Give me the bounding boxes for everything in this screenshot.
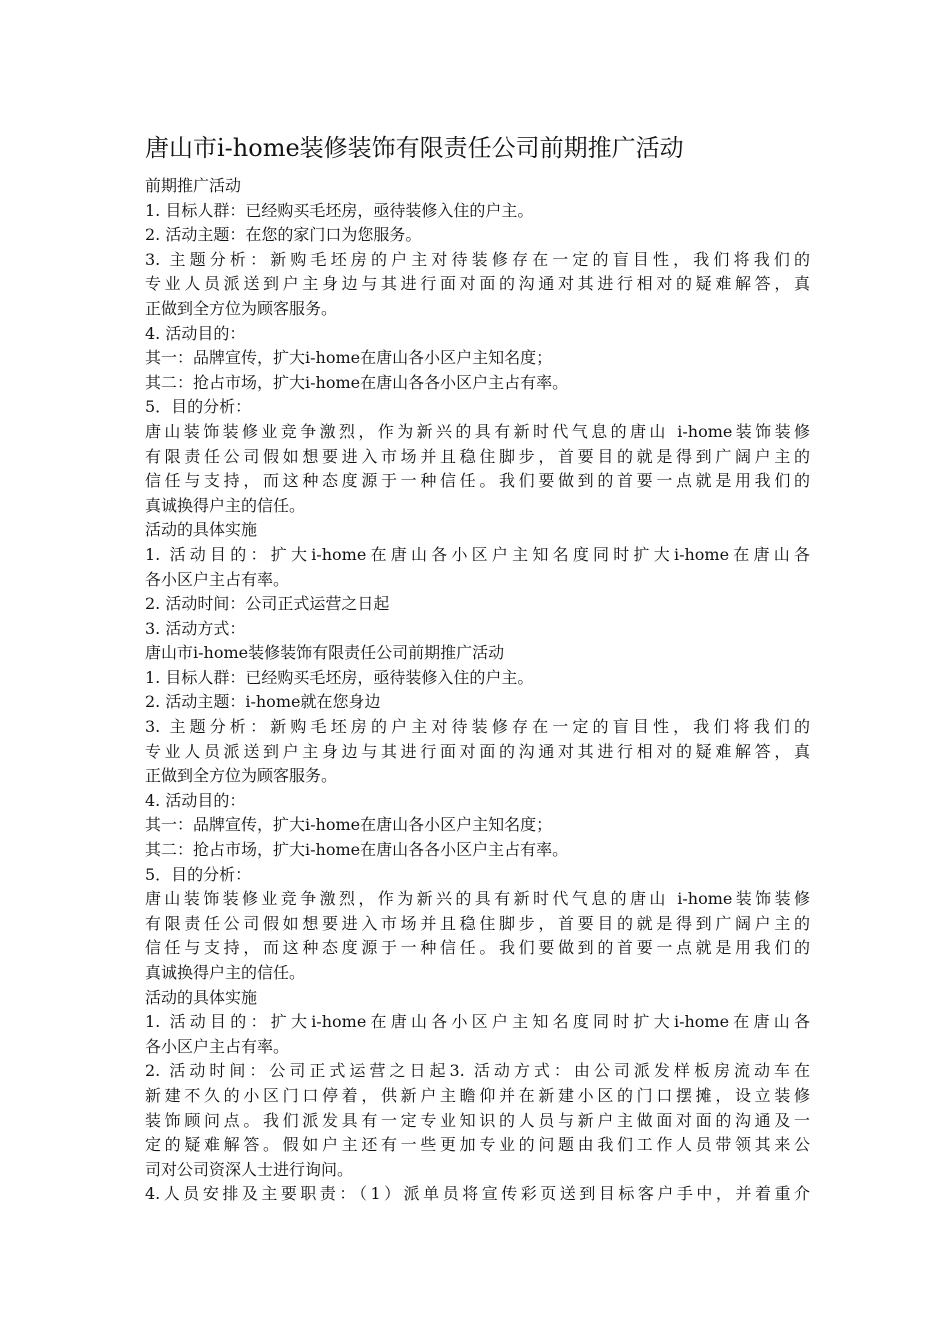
paragraph-line: 2. 活动时间：公司正式运营之日起 (145, 594, 390, 614)
paragraph-line: 信任与支持，而这种态度源于一种信任。我们要做到的首要一点就是用我们的 (145, 938, 810, 958)
paragraph-line: 2. 活动主题：i-home就在您身边 (145, 692, 381, 712)
paragraph-line: 真诚换得户主的信任。 (145, 495, 306, 515)
paragraph-line: 定的疑难解答。假如户主还有一些更加专业的问题由我们工作人员带领其来公 (145, 1135, 810, 1155)
paragraph-line: 3. 活动方式： (145, 618, 246, 638)
paragraph-line: 有限责任公司假如想要进入市场并且稳住脚步，首要目的就是得到广阔户主的 (145, 913, 810, 933)
paragraph-line: 1. 目标人群：已经购买毛坯房，亟待装修入住的户主。 (145, 200, 534, 220)
paragraph-line: 3. 主题分析：新购毛坯房的户主对待装修存在一定的盲目性，我们将我们的 (145, 717, 810, 737)
paragraph-line: 其一：品牌宣传，扩大i-home在唐山各小区户主知名度； (145, 348, 553, 368)
paragraph-line: 其一：品牌宣传，扩大i-home在唐山各小区户主知名度； (145, 815, 553, 835)
paragraph-line: 新建不久的小区门口停着，供新户主瞻仰并在新建小区的门口摆摊，设立装修 (145, 1085, 810, 1105)
paragraph-line: 1. 活动目的：扩大i-home在唐山各小区户主知名度同时扩大i-home在唐山各 (145, 544, 810, 564)
paragraph-line: 2. 活动时间：公司正式运营之日起3. 活动方式：由公司派发样板房流动车在 (145, 1061, 810, 1081)
paragraph-line: 5．目的分析： (145, 864, 252, 884)
paragraph-line: 正做到全方位为顾客服务。 (145, 298, 338, 318)
paragraph-line: 信任与支持，而这种态度源于一种信任。我们要做到的首要一点就是用我们的 (145, 471, 810, 491)
paragraph-line: 唐山装饰装修业竞争激烈，作为新兴的具有新时代气息的唐山 i-home装饰装修 (145, 421, 810, 441)
paragraph-line: 专业人员派送到户主身边与其进行面对面的沟通对其进行相对的疑难解答，真 (145, 741, 810, 761)
paragraph-line: 2. 活动主题：在您的家门口为您服务。 (145, 225, 422, 245)
paragraph-line: 前期推广活动 (145, 176, 242, 195)
paragraph-line: 唐山市i-home装修装饰有限责任公司前期推广活动 (145, 643, 505, 663)
paragraph-line: 司对公司资深人士进行询问。 (145, 1159, 354, 1179)
paragraph-line: 各小区户主占有率。 (145, 569, 290, 589)
paragraph-line: 4. 活动目的： (145, 323, 246, 343)
paragraph-line: 装饰顾问点。我们派发具有一定专业知识的人员与新户主做面对面的沟通及一 (145, 1110, 810, 1130)
document-body (145, 174, 810, 1207)
paragraph-line: 4. 活动目的： (145, 790, 246, 810)
paragraph-line: 4.人员安排及主要职责：（1）派单员将宣传彩页送到目标客户手中，并着重介 (145, 1184, 810, 1204)
paragraph-line: 1. 活动目的：扩大i-home在唐山各小区户主知名度同时扩大i-home在唐山各 (145, 1012, 810, 1032)
document-title: 唐山市i-home装修装饰有限责任公司前期推广活动 (145, 134, 684, 162)
paragraph-line: 活动的具体实施 (145, 987, 258, 1007)
paragraph-line: 正做到全方位为顾客服务。 (145, 766, 338, 786)
paragraph-line: 其二：抢占市场，扩大i-home在唐山各各小区户主占有率。 (145, 372, 569, 392)
paragraph-line: 专业人员派送到户主身边与其进行面对面的沟通对其进行相对的疑难解答，真 (145, 274, 810, 294)
paragraph-line: 其二：抢占市场，扩大i-home在唐山各各小区户主占有率。 (145, 840, 569, 860)
paragraph-line: 3. 主题分析：新购毛坯房的户主对待装修存在一定的盲目性，我们将我们的 (145, 249, 810, 269)
paragraph-line: 1. 目标人群：已经购买毛坯房，亟待装修入住的户主。 (145, 667, 534, 687)
paragraph-line: 活动的具体实施 (145, 520, 258, 540)
paragraph-line: 5．目的分析： (145, 397, 252, 417)
paragraph-line: 唐山装饰装修业竞争激烈，作为新兴的具有新时代气息的唐山 i-home装饰装修 (145, 889, 810, 909)
paragraph-line: 各小区户主占有率。 (145, 1036, 290, 1056)
paragraph-line: 有限责任公司假如想要进入市场并且稳住脚步，首要目的就是得到广阔户主的 (145, 446, 810, 466)
paragraph-line: 真诚换得户主的信任。 (145, 963, 306, 982)
